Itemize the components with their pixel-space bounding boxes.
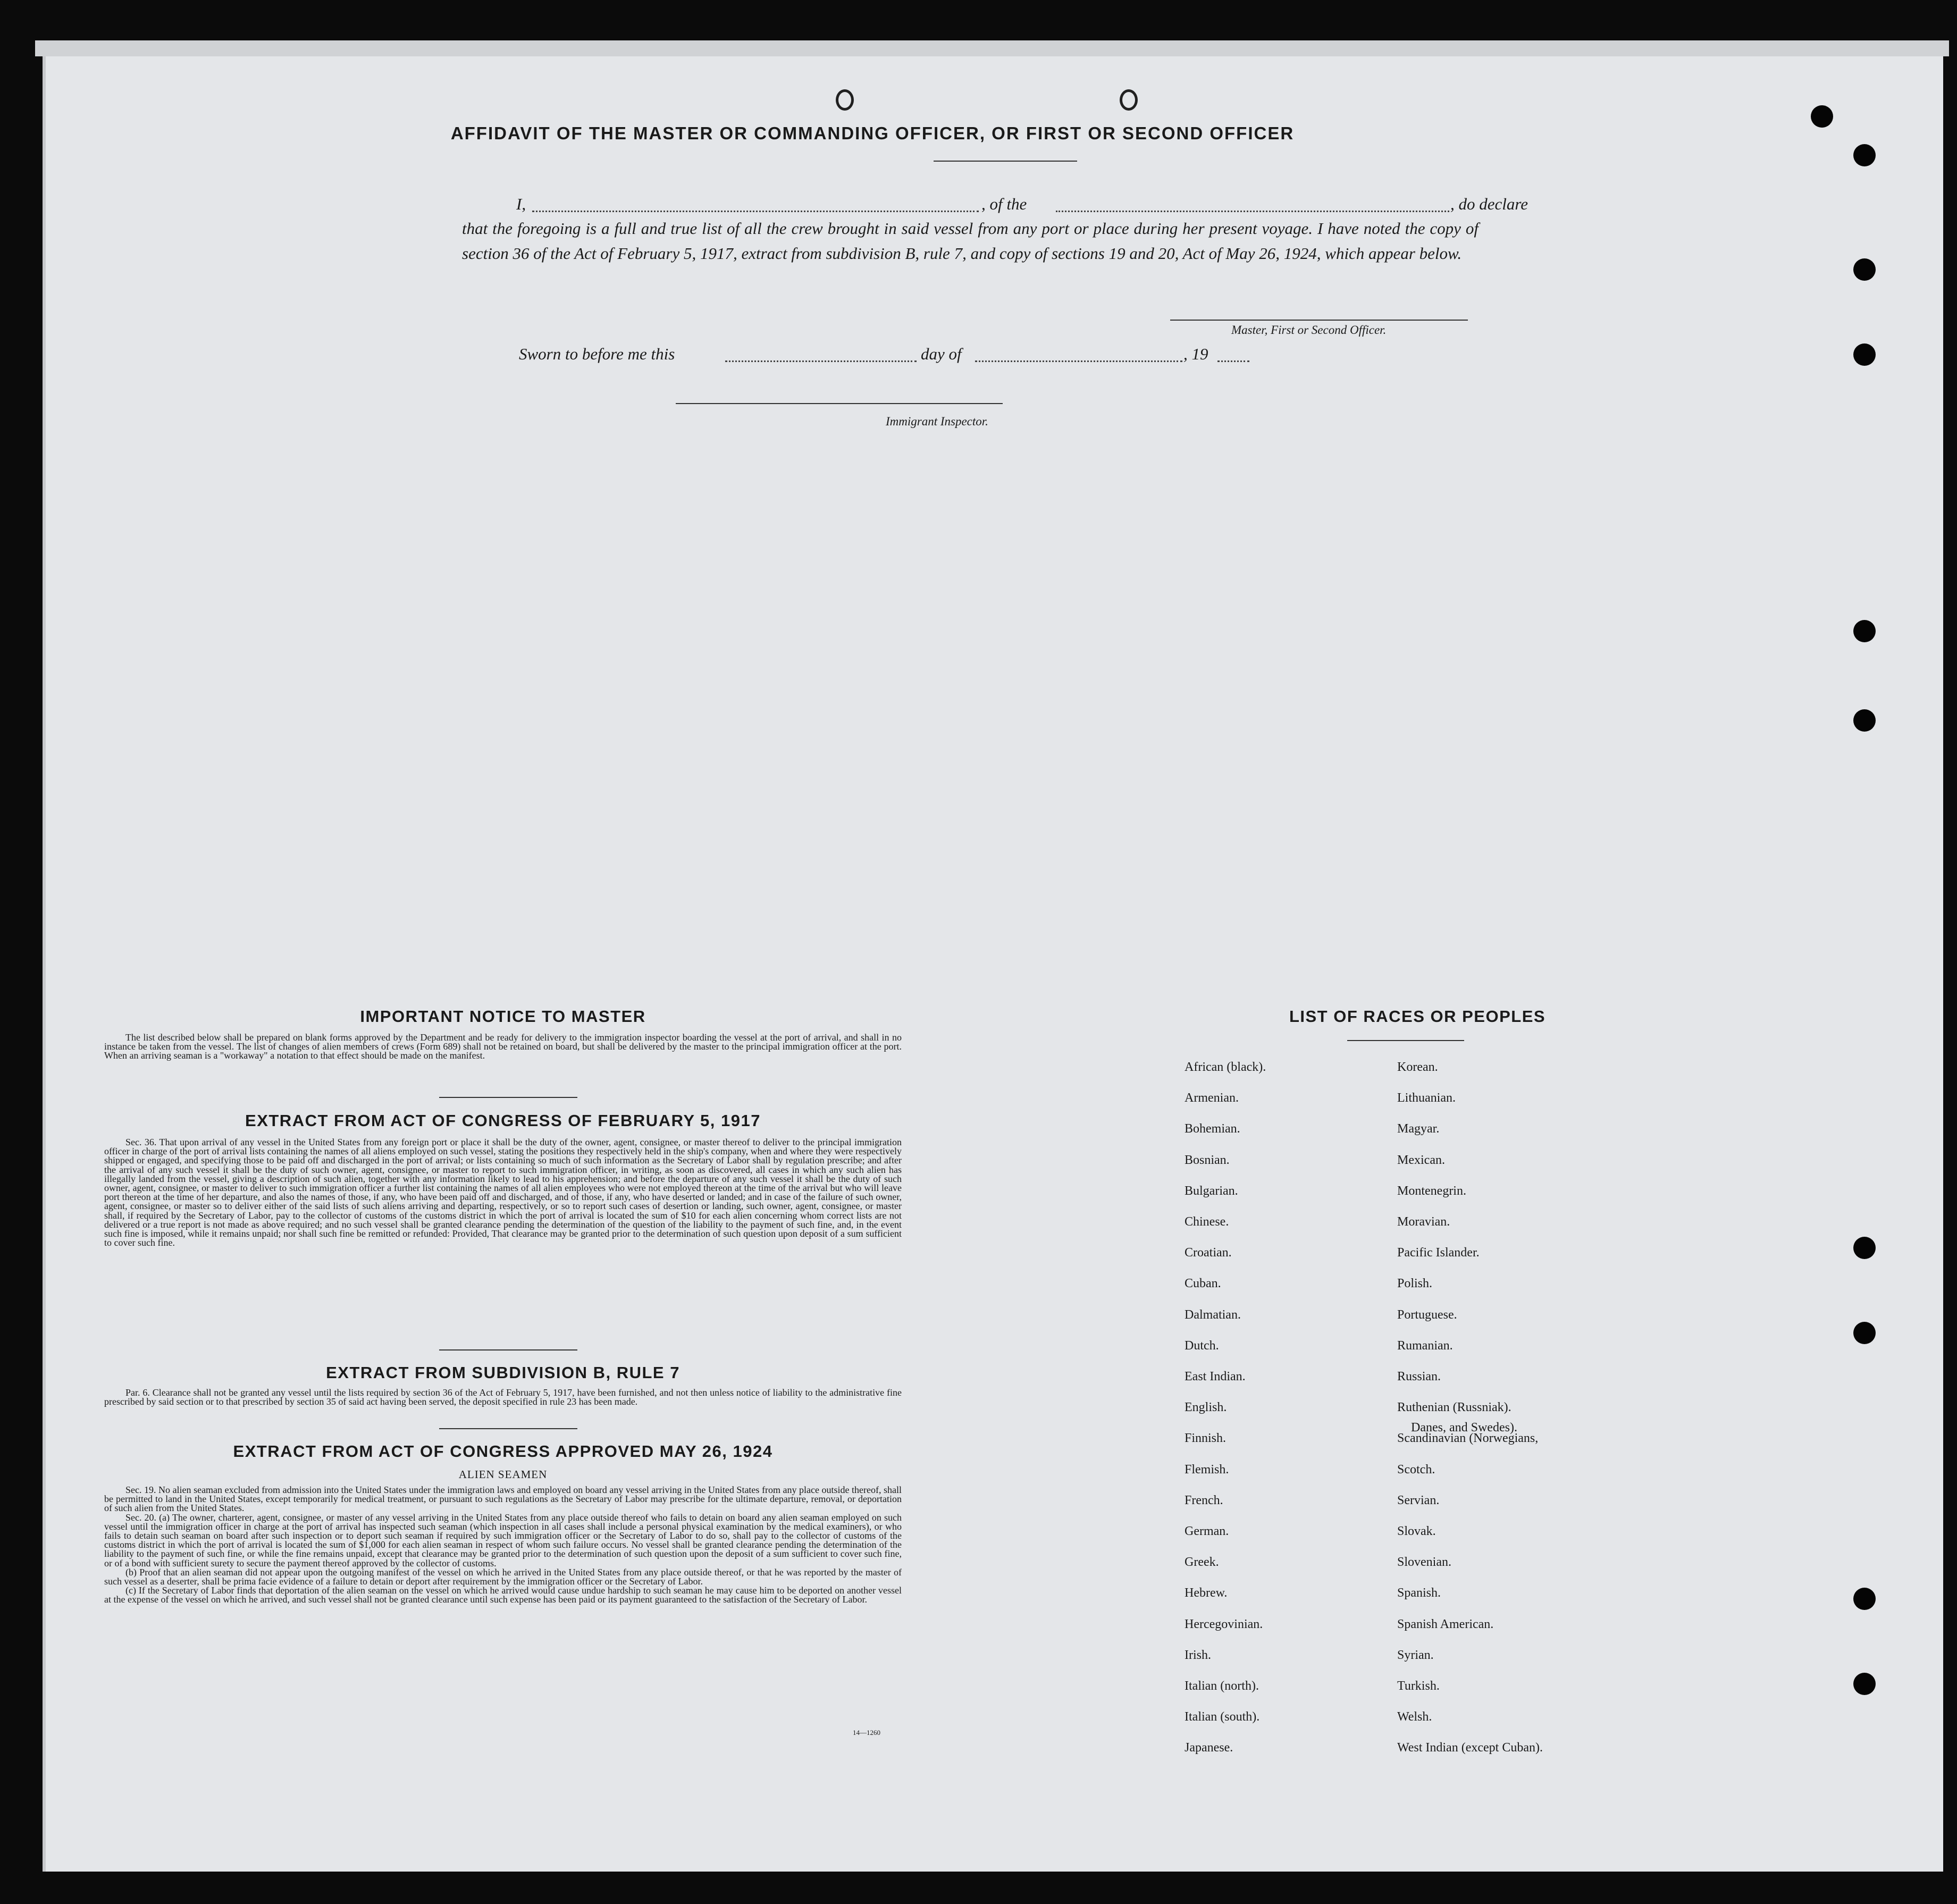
race-item: Slovenian. — [1397, 1555, 1451, 1570]
race-item: German. — [1185, 1524, 1229, 1538]
race-item: Japanese. — [1185, 1741, 1233, 1755]
race-item: Cuban. — [1185, 1277, 1221, 1291]
binder-hole-icon — [1853, 1588, 1876, 1610]
affidavit-of-the-label: , of the — [981, 195, 1027, 213]
race-item: Armenian. — [1185, 1091, 1239, 1105]
race-item: Dutch. — [1185, 1338, 1219, 1353]
race-item: East Indian. — [1185, 1370, 1246, 1383]
race-item: Hercegovinian. — [1185, 1617, 1263, 1631]
notice-text: The list described below shall be prepared on blank forms approved by the Department and be ready for delivery to the immigration inspector boarding the vessel at the port of arrival, and shall in no instance be taken from the vessel. The list of changes of alien members of crews (Form 689) shall not be retained on board, but shall be delivered by the master to the principal immigration officer at the port. When an arriving seaman is a "workaway" a notation to that effect should be made on the manifest. — [104, 1032, 902, 1061]
race-item: Dalmatian. — [1185, 1307, 1241, 1322]
race-item: Bosnian. — [1185, 1153, 1230, 1167]
race-item: French. — [1185, 1493, 1223, 1507]
race-item: Greek. — [1185, 1555, 1219, 1570]
master-signature-label: Master, First or Second Officer. — [1231, 323, 1387, 337]
race-item: Portuguese. — [1397, 1307, 1457, 1322]
race-item: Moravian. — [1397, 1215, 1450, 1229]
sworn-day-field[interactable] — [725, 360, 917, 362]
title-underline — [934, 161, 1077, 162]
notice-title: IMPORTANT NOTICE TO MASTER — [360, 1007, 646, 1026]
clip-ring-right-icon — [1120, 89, 1138, 111]
race-item: Russian. — [1397, 1370, 1441, 1383]
race-item: English. — [1185, 1400, 1227, 1415]
race-item: Magyar. — [1397, 1122, 1440, 1136]
binder-hole-icon — [1853, 709, 1876, 732]
year-label: , 19 — [1183, 345, 1208, 363]
sec-20a-text: Sec. 20. (a) The owner, charterer, agent, consignee, or master of any vessel arriving in the United States from any place outside thereof who fails to detain on board any alien seaman employed on such vessel until the immigration officer in charge at the port of arrival has inspected such seaman (which inspection in all cases shall include a personal physical examination by the medical examiners), or who fails to detain such seaman on board after such inspection or to deport such seaman if required by such immigration officer or the Secretary of Labor to do so, shall pay to the collector of customs of the customs district in which the port of arrival is located the sum of $1,000 for each alien seaman in respect of whom such failure occurs. No vessel shall be granted clearance pending the determination of the liability to the payment of such fine, or while the fine remains unpaid, except that clearance may be granted prior to the determination of such question upon the deposit of a sum sufficient to cover such fine, or of a bond with sufficient surety to secure the payment thereof approved by the collector of customs. — [104, 1512, 902, 1569]
race-item: Ruthenian (Russniak). — [1397, 1400, 1511, 1415]
divider — [439, 1349, 577, 1351]
race-item: Bulgarian. — [1185, 1184, 1238, 1198]
master-signature-line[interactable] — [1170, 320, 1468, 321]
scandinavian-continuation: Danes, and Swedes). — [1411, 1421, 1517, 1435]
race-item: Rumanian. — [1397, 1338, 1453, 1353]
binder-hole-icon — [1853, 343, 1876, 366]
race-item: Scotch. — [1397, 1462, 1435, 1477]
binder-hole-icon — [1853, 144, 1876, 166]
race-item: Croatian. — [1185, 1246, 1232, 1260]
binder-hole-icon — [1853, 1322, 1876, 1344]
race-item: Italian (north). — [1185, 1679, 1259, 1693]
race-item: West Indian (except Cuban). — [1397, 1741, 1543, 1755]
binder-hole-icon — [1811, 105, 1833, 128]
binder-hole-icon — [1853, 258, 1876, 281]
race-item: Spanish American. — [1397, 1617, 1494, 1631]
sec-20b-text: (b) Proof that an alien seaman did not appear upon the outgoing manifest of the vessel on which he arrived in the United States from any place outside thereof, or that he was reported by the master of such vessel as a deserter, shall be prima facie evidence of a failure to detain or deport after requirement by the immigration officer or the Secretary of Labor. — [104, 1566, 902, 1587]
race-item: Chinese. — [1185, 1215, 1229, 1229]
race-item: Mexican. — [1397, 1153, 1445, 1167]
extract-1917-text: Sec. 36. That upon arrival of any vessel in the United States from any foreign port or place it shall be the duty of the owner, agent, consignee, or master thereof to deliver to the principal immigration officer in charge of the port of arrival lists containing the names of all aliens employed on such vessel, stating the positions they respectively held in the ship's company, when and where they were respectively shipped or engaged, and specifying those to be paid off and discharged in the port of arrival; or lists containing so much of such information as the Secretary of Labor shall by regulation prescribe; and after the arrival of any such vessel it shall be the duty of such owner, agent, consignee, or master to report to such immigration officer, in writing, as soon as discovered, all cases in which any such alien has illegally landed from the vessel, giving a description of such alien, together with any information likely to lead to his apprehension; and before the departure of any such vessel it shall be the duty of such owner, agent, consignee, or master to deliver to such immigration officer a further list containing the names of all alien employees who were not employed thereon at the time of the arrival but who will leave port thereon at the time of her departure, and also the names of those, if any, who have been paid off and discharged, and of those, if any, who have deserted or landed; and in case of the failure of such owner, agent, consignee, or master so to deliver either of the said lists of such aliens arriving and departing, respectively, or so to report such cases of desertion or landing, such owner, agent, consignee, or master shall, if required by the Secretary of Labor, pay to the collector of customs of the customs district in which the port of arrival is located the sum of $10 for each alien concerning whom correct lists are not delivered or a true report is not made as above required; and no such vessel shall be granted clearance pending the determination of the question of the liability to the payment of such fine, and, in the event such fine is imposed, while it remains unpaid; nor shall such fine be remitted or refunded: Provided, That clearance may be granted prior to the determination of such question upon deposit of a sum sufficient to cover such fine. — [104, 1137, 902, 1248]
race-item: Spanish. — [1397, 1586, 1441, 1600]
form-number: 14—1260 — [853, 1729, 880, 1737]
inspector-signature-line[interactable] — [676, 403, 1003, 404]
race-item: Lithuanian. — [1397, 1091, 1456, 1105]
races-title-underline — [1347, 1040, 1464, 1041]
extract-rule7-text: Par. 6. Clearance shall not be granted any vessel until the lists required by section 36 of the Act of February 5, 1917, have been furnished, and not then unless notice of liability to the administrative fine prescribed by said section or to that prescribed by section 35 of said act having been served, the deposit specified in rule 23 has been made. — [104, 1387, 902, 1407]
alien-seamen-subtitle: ALIEN SEAMEN — [458, 1468, 548, 1481]
affidavit-title: AFFIDAVIT OF THE MASTER OR COMMANDING OFFICER, OR FIRST OR SECOND OFFICER — [450, 123, 1295, 143]
sworn-label: Sworn to before me this — [519, 345, 675, 363]
extract-1924-title: EXTRACT FROM ACT OF CONGRESS APPROVED MAY 26, 1924 — [233, 1442, 773, 1461]
race-item: Syrian. — [1397, 1648, 1434, 1662]
race-item: Korean. — [1397, 1060, 1438, 1074]
race-item: Irish. — [1185, 1648, 1211, 1662]
divider — [439, 1097, 577, 1098]
race-item: Finnish. — [1185, 1431, 1227, 1446]
vessel-name-field[interactable] — [1056, 211, 1449, 212]
sec-19-text: Sec. 19. No alien seaman excluded from admission into the United States under the immigration laws and employed on board any vessel arriving in the United States from any place outside thereof, shall be permitted to land in the United States, except temporarily for medical treatment, or pursuant to such regulations as the Secretary of Labor may prescribe for the ultimate departure, removal, or deportation of such alien from the United States. — [104, 1484, 902, 1514]
form-page — [43, 53, 1943, 1872]
day-of-label: day of — [921, 345, 962, 363]
affidavit-i-label: I, — [516, 195, 526, 213]
race-item: Hebrew. — [1185, 1586, 1228, 1600]
race-item: Turkish. — [1397, 1679, 1440, 1693]
race-item: Montenegrin. — [1397, 1184, 1466, 1198]
binder-hole-icon — [1853, 1237, 1876, 1259]
extract-rule7-title: EXTRACT FROM SUBDIVISION B, RULE 7 — [326, 1363, 680, 1382]
extract-1924-body — [104, 1486, 902, 1605]
race-item: Servian. — [1397, 1493, 1440, 1507]
affidavit-declare-label: , do declare — [1450, 195, 1528, 213]
binder-hole-icon — [1853, 1673, 1876, 1695]
sworn-year-field[interactable] — [1217, 360, 1249, 362]
race-item: Flemish. — [1185, 1462, 1229, 1477]
races-title: LIST OF RACES OR PEOPLES — [1289, 1007, 1546, 1026]
affidavit-paragraph: that the foregoing is a full and true list of all the crew brought in said vessel from any port or place during her present voyage. I have noted the copy of section 36 of the Act of February 5, 1917, extract from subdivision B, rule 7, and copy of sections 19 and 20, Act of May 26, 1924, which appear below. — [462, 219, 1479, 263]
race-item: Pacific Islander. — [1397, 1246, 1480, 1260]
race-item: Scandinavian (Norwegians, — [1397, 1431, 1539, 1446]
extract-1917-title: EXTRACT FROM ACT OF CONGRESS OF FEBRUARY 5, 1917 — [245, 1111, 761, 1130]
divider — [439, 1428, 577, 1429]
binder-hole-icon — [1853, 620, 1876, 642]
sec-20c-text: (c) If the Secretary of Labor finds that deportation of the alien seaman on the vessel on which he arrived would cause undue hardship to such seaman he may cause him to be deported on another vessel at the expense of the vessel on which he arrived, and such vessel shall not be granted clearance until such expense has been paid or its payment guaranteed to the satisfaction of the Secretary of Labor. — [104, 1585, 902, 1605]
inspector-label: Immigrant Inspector. — [886, 415, 988, 428]
sworn-month-field[interactable] — [975, 360, 1182, 362]
race-item: Italian (south). — [1185, 1710, 1260, 1724]
race-item: African (black). — [1185, 1060, 1266, 1074]
race-item: Slovak. — [1397, 1524, 1436, 1538]
clip-ring-left-icon — [836, 89, 854, 111]
race-item: Welsh. — [1397, 1710, 1432, 1724]
race-item: Bohemian. — [1185, 1122, 1240, 1136]
race-item: Polish. — [1397, 1277, 1433, 1291]
master-name-field[interactable] — [532, 211, 979, 212]
